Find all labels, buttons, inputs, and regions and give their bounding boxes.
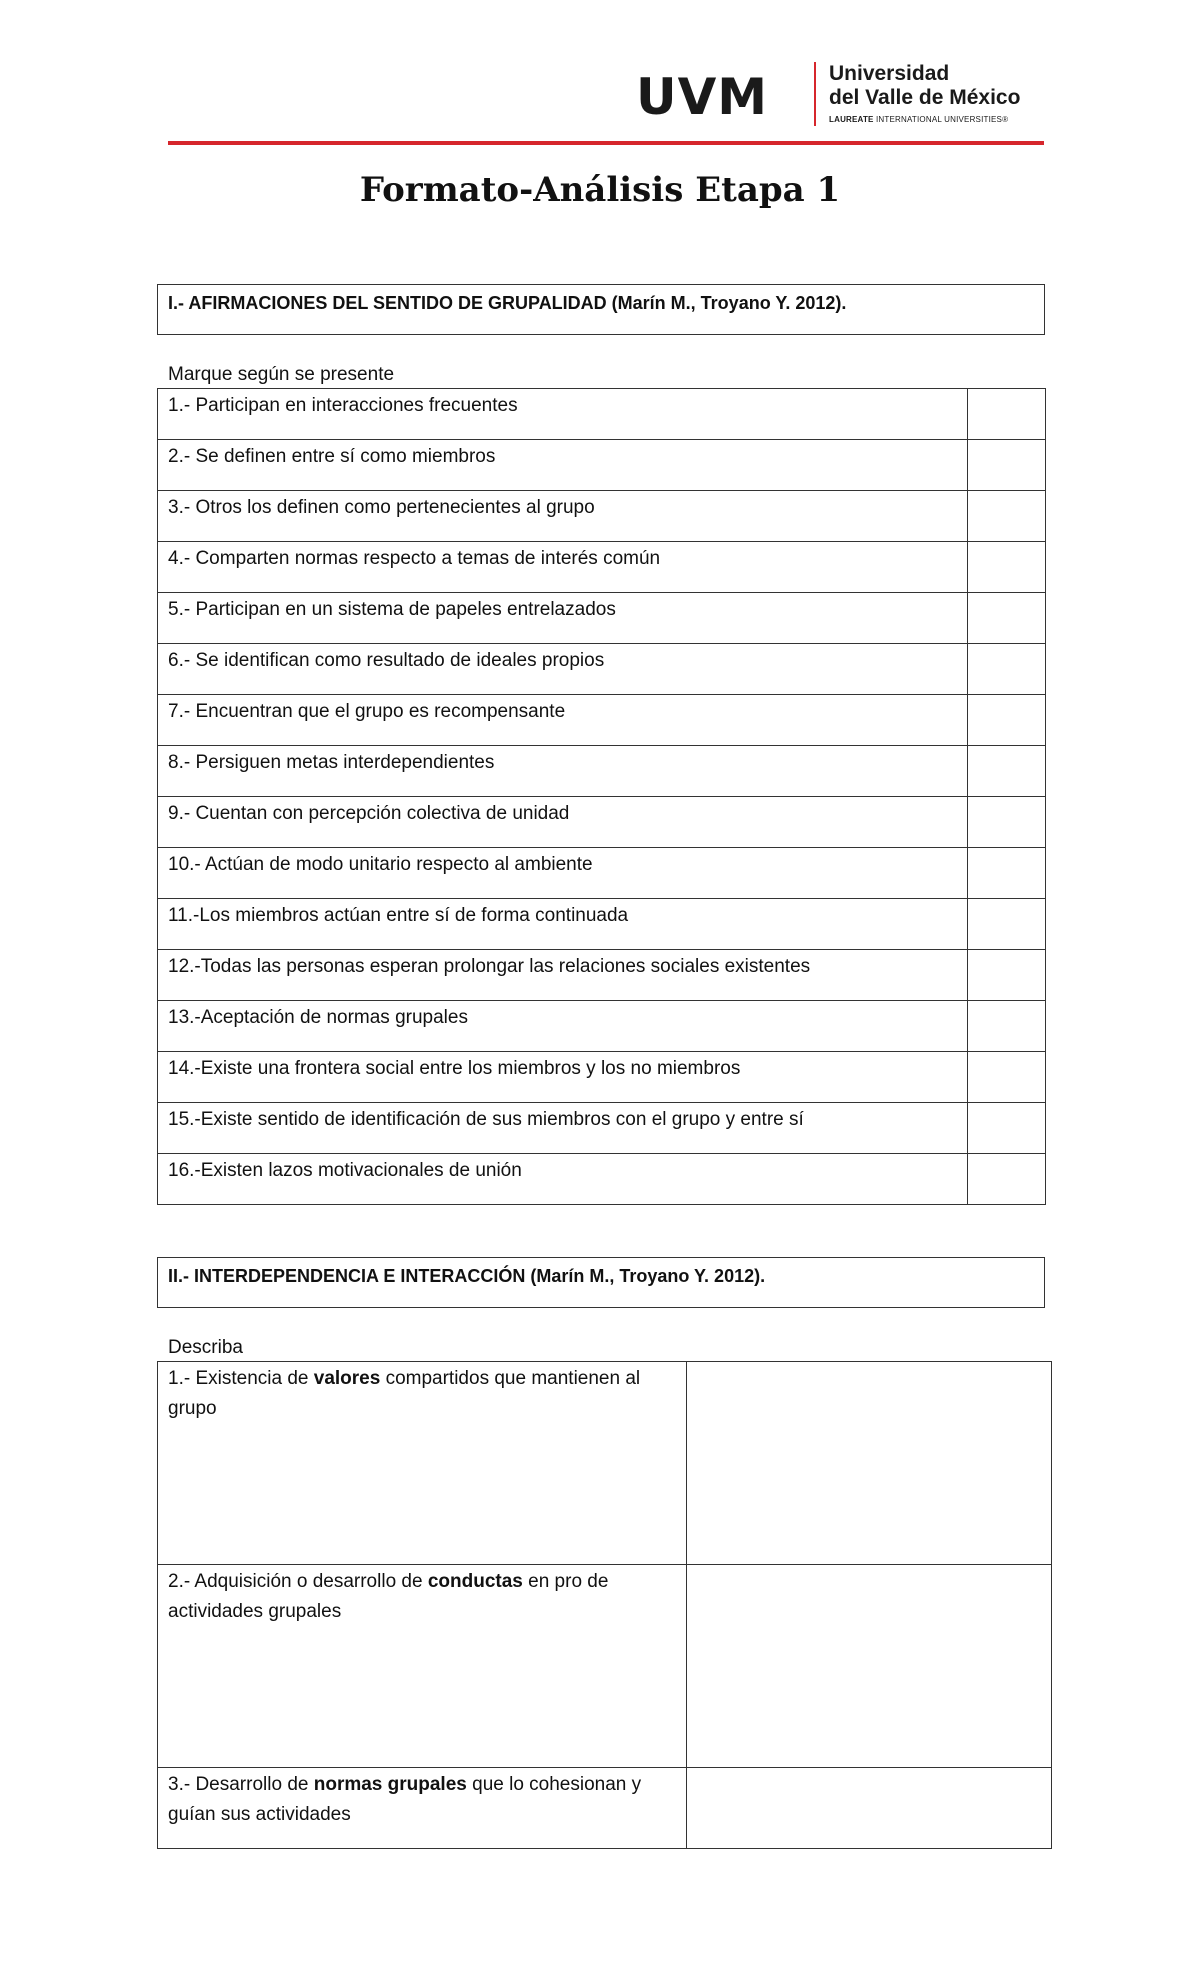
checklist-item-text: 1.- Participan en interacciones frecuentes xyxy=(168,395,518,416)
logo-tagline-bold: LAUREATE xyxy=(829,115,874,124)
checklist-row xyxy=(158,746,1046,797)
checklist-item-text: 13.-Aceptación de normas grupales xyxy=(168,1007,468,1028)
section-2-heading-box xyxy=(157,1257,1045,1308)
checklist-row xyxy=(158,848,1046,899)
checklist-mark-cell[interactable] xyxy=(968,797,1046,848)
checklist-item-cell xyxy=(158,848,968,899)
checklist-table xyxy=(157,388,1046,1205)
checklist-item-text: 8.- Persiguen metas interdependientes xyxy=(168,752,495,773)
checklist-mark-cell[interactable] xyxy=(968,848,1046,899)
checklist-item-text: 4.- Comparten normas respecto a temas de interés común xyxy=(168,548,661,569)
checklist-item-text: 3.- Otros los definen como pertenecientes al grupo xyxy=(168,497,595,518)
describe-prompt-keyword: valores xyxy=(313,1368,381,1389)
checklist-mark-cell[interactable] xyxy=(968,542,1046,593)
checklist-item-cell xyxy=(158,644,968,695)
checklist-row xyxy=(158,950,1046,1001)
checklist-item-cell xyxy=(158,1052,968,1103)
describe-row xyxy=(158,1362,1052,1565)
checklist-mark-cell[interactable] xyxy=(968,1001,1046,1052)
checklist-item-text: 15.-Existe sentido de identificación de sus miembros con el grupo y entre sí xyxy=(168,1109,804,1130)
checklist-row xyxy=(158,491,1046,542)
checklist-mark-cell[interactable] xyxy=(968,1154,1046,1205)
checklist-mark-cell[interactable] xyxy=(968,1103,1046,1154)
describe-prompt-keyword: conductas xyxy=(427,1571,523,1592)
checklist-item-text: 11.-Los miembros actúan entre sí de forma continuada xyxy=(168,905,629,926)
describe-prompt-cell xyxy=(158,1565,687,1768)
checklist-row xyxy=(158,389,1046,440)
logo-line-2: del Valle de México xyxy=(829,86,1021,109)
checklist-row xyxy=(158,593,1046,644)
describe-answer-cell[interactable] xyxy=(687,1768,1052,1849)
logo-line-1: Universidad xyxy=(829,62,950,85)
section-1-instruction: Marque según se presente xyxy=(168,364,395,385)
document-title: Formato-Análisis Etapa 1 xyxy=(359,170,841,210)
checklist-item-cell xyxy=(158,1001,968,1052)
describe-prompt-keyword: normas grupales xyxy=(313,1774,467,1795)
describe-prompt-text xyxy=(158,1565,686,1627)
checklist-item-cell xyxy=(158,797,968,848)
checklist-item-cell xyxy=(158,389,968,440)
checklist-mark-cell[interactable] xyxy=(968,389,1046,440)
section-1-heading-box xyxy=(157,284,1045,335)
section-1-heading: I.- AFIRMACIONES DEL SENTIDO DE GRUPALIDAD (Marín M., Troyano Y. 2012). xyxy=(168,293,847,313)
describe-prompt-lead: 1.- Existencia de xyxy=(168,1368,314,1389)
uvm-logo-mark: UVM xyxy=(636,68,769,126)
checklist-item-text: 2.- Se definen entre sí como miembros xyxy=(168,446,496,467)
checklist-row xyxy=(158,1103,1046,1154)
checklist-item-cell xyxy=(158,440,968,491)
checklist-mark-cell[interactable] xyxy=(968,1052,1046,1103)
logo-tagline xyxy=(829,115,1020,124)
describe-prompt-lead: 2.- Adquisición o desarrollo de xyxy=(168,1571,428,1592)
checklist-mark-cell[interactable] xyxy=(968,950,1046,1001)
logo-wordmark xyxy=(829,62,1020,124)
describe-answer-cell[interactable] xyxy=(687,1565,1052,1768)
describe-prompt-text xyxy=(158,1768,686,1830)
describe-prompt-tail: compartidos que mantienen al grupo xyxy=(168,1368,641,1419)
checklist-mark-cell[interactable] xyxy=(968,899,1046,950)
checklist-row xyxy=(158,644,1046,695)
describe-prompt-tail: que lo cohesionan y guían sus actividades xyxy=(168,1774,642,1825)
checklist-item-text: 10.- Actúan de modo unitario respecto al ambiente xyxy=(168,854,593,875)
checklist-item-cell xyxy=(158,1103,968,1154)
section-2-instruction: Describa xyxy=(168,1337,243,1358)
section-2-heading: II.- INTERDEPENDENCIA E INTERACCIÓN (Marín M., Troyano Y. 2012). xyxy=(168,1266,766,1286)
checklist-mark-cell[interactable] xyxy=(968,644,1046,695)
checklist-row xyxy=(158,1001,1046,1052)
checklist-item-text: 16.-Existen lazos motivacionales de unión xyxy=(168,1160,522,1181)
checklist-item-text: 6.- Se identifican como resultado de ideales propios xyxy=(168,650,605,671)
checklist-row xyxy=(158,1052,1046,1103)
checklist-item-cell xyxy=(158,899,968,950)
describe-table xyxy=(157,1361,1052,1849)
describe-row xyxy=(158,1768,1052,1849)
describe-answer-cell[interactable] xyxy=(687,1362,1052,1565)
header-rule xyxy=(168,141,1044,145)
checklist-mark-cell[interactable] xyxy=(968,440,1046,491)
checklist-item-text: 12.-Todas las personas esperan prolongar las relaciones sociales existentes xyxy=(168,956,811,977)
checklist-row xyxy=(158,1154,1046,1205)
checklist-item-text: 5.- Participan en un sistema de papeles entrelazados xyxy=(168,599,616,620)
checklist-mark-cell[interactable] xyxy=(968,746,1046,797)
checklist-item-text: 14.-Existe una frontera social entre los miembros y los no miembros xyxy=(168,1058,741,1079)
checklist-row xyxy=(158,695,1046,746)
checklist-item-cell xyxy=(158,1154,968,1205)
checklist-row xyxy=(158,440,1046,491)
checklist-row xyxy=(158,899,1046,950)
checklist-item-cell xyxy=(158,593,968,644)
checklist-row xyxy=(158,542,1046,593)
checklist-item-text: 9.- Cuentan con percepción colectiva de unidad xyxy=(168,803,570,824)
checklist-item-cell xyxy=(158,695,968,746)
checklist-item-cell xyxy=(158,950,968,1001)
describe-prompt-cell xyxy=(158,1768,687,1849)
checklist-item-cell xyxy=(158,746,968,797)
checklist-item-cell xyxy=(158,491,968,542)
checklist-mark-cell[interactable] xyxy=(968,593,1046,644)
describe-prompt-lead: 3.- Desarrollo de xyxy=(168,1774,314,1795)
uvm-logo xyxy=(636,62,1036,126)
describe-prompt-cell xyxy=(158,1362,687,1565)
describe-prompt-tail: en pro de actividades grupales xyxy=(168,1571,609,1622)
logo-tagline-rest: INTERNATIONAL UNIVERSITIES® xyxy=(873,115,1009,124)
checklist-item-cell xyxy=(158,542,968,593)
checklist-row xyxy=(158,797,1046,848)
checklist-mark-cell[interactable] xyxy=(968,695,1046,746)
logo-divider xyxy=(814,62,816,126)
checklist-mark-cell[interactable] xyxy=(968,491,1046,542)
describe-row xyxy=(158,1565,1052,1768)
checklist-item-text: 7.- Encuentran que el grupo es recompensante xyxy=(168,701,566,722)
describe-prompt-text xyxy=(158,1362,686,1424)
